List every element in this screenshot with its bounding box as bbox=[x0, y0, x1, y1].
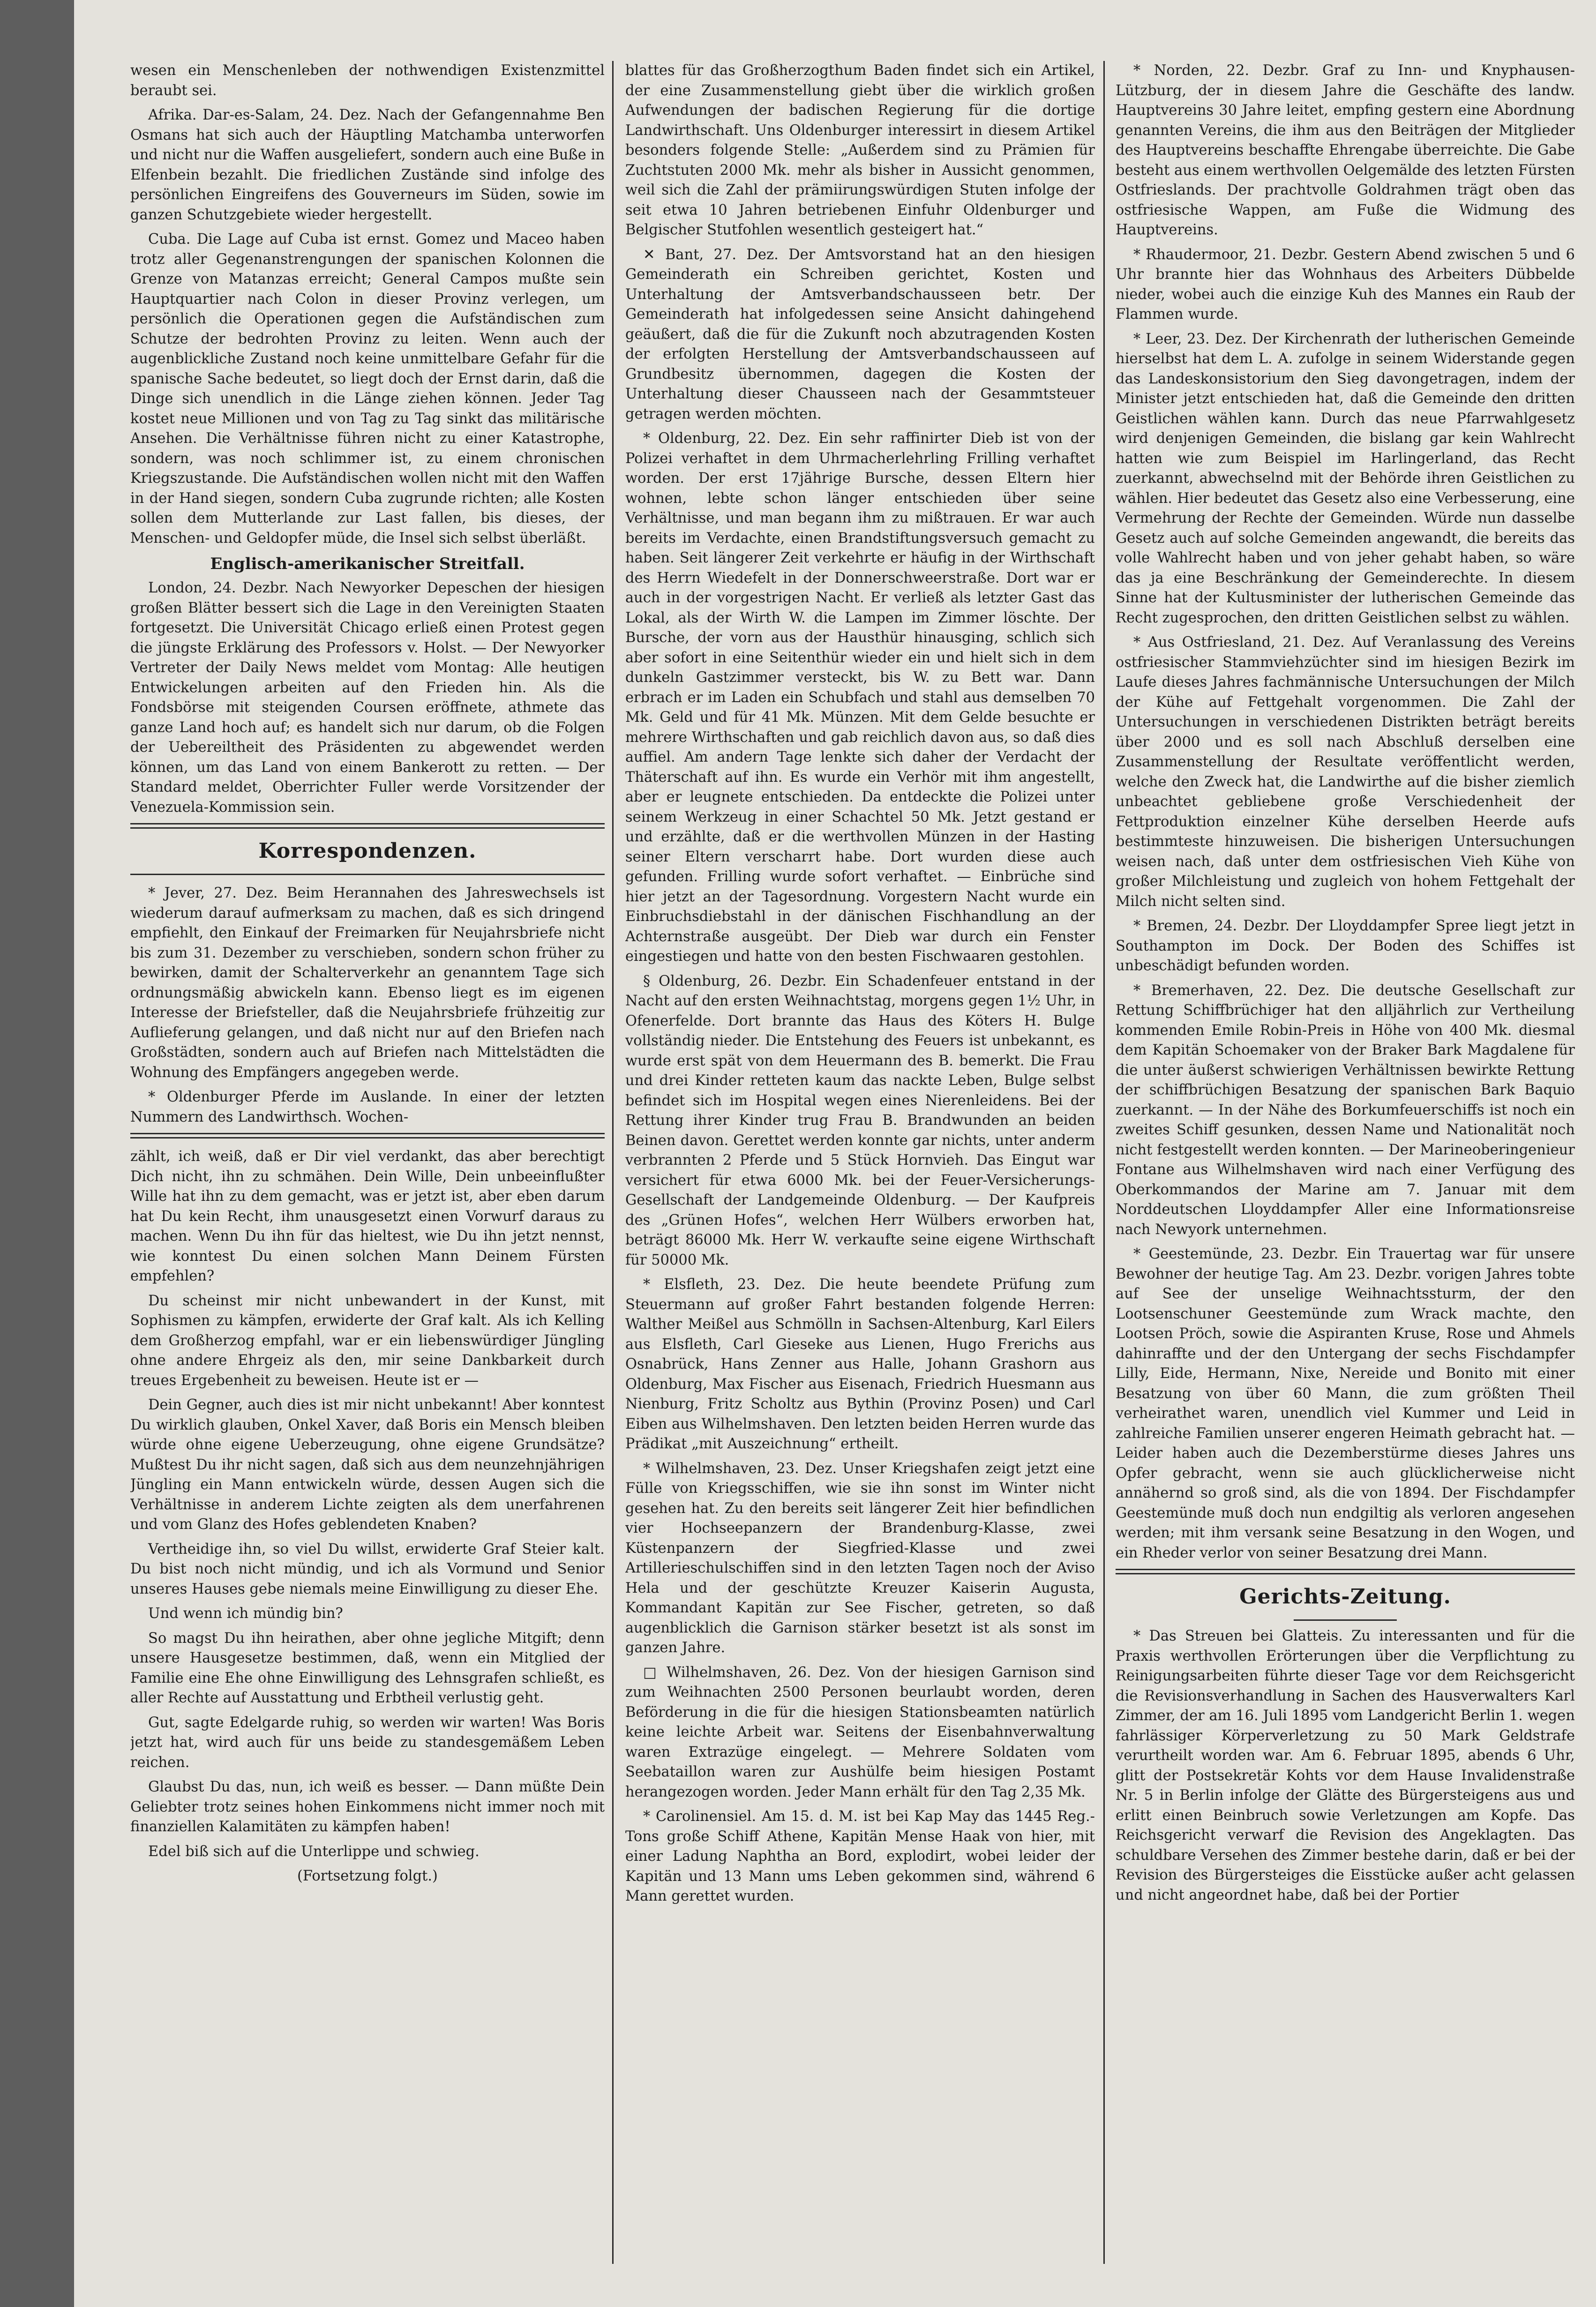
text-paragraph: Dein Gegner, auch dies ist mir nicht unbekannt! Aber konntest Du wirklich glauben, Onkel Xaver, daß Boris ein Mensch bleiben würde ohne eigene Ueberzeugung, ohne eigene Grundsätze? Mußtest Du ihr nicht sagen, daß sich aus dem neunzehnjährigen Jüngling ein Mann entwickeln würde, dessen Augen sich die Verhältnisse in anderem Lichte zeigten als dem unerfahrenen und vom Glanz des Hofes geblendeten Knaben? bbox=[130, 1397, 605, 1533]
text-paragraph: So magst Du ihn heirathen, aber ohne jegliche Mitgift; denn unsere Hausgesetze bestimmen, daß, wenn ein Mitglied der Familie eine Ehe ohne Einwilligung des Lehnsgrafen schließt, es aller Rechte auf Ausstattung und Erbtheil verlustig geht. bbox=[130, 1630, 605, 1706]
text-paragraph: * Geestemünde, 23. Dezbr. Ein Trauertag war für unsere Bewohner der heutige Tag. Am 23. Dezbr. vorigen Jahres tobte auf See der unselige Weihnachtssturm, der den Lootsenschuner Geestemünde zum Wrack machte, den Lootsen Pröch, sowie die Aspiranten Kruse, Rose und Ahmels dahinraffte und der den Untergang der sechs Fischdampfer Lilly, Eide, Hermann, Nixe, Nereide und Bonito mit einer Besatzung von über 60 Mann, die zum größten Theil verheirathet waren, unendlich viel Kummer und Leid in zahlreiche Familien unserer engeren Heimath gebracht hat. — Leider haben auch die Dezemberstürme dieses Jahres uns Opfer gebracht, wenn sie auch glücklicherweise nicht annähernd so groß sind, als die von 1894. Der Fischdampfer Geestemünde muß doch nun endgiltig als verloren angesehen werden; mit ihm versank seine Besatzung in den Wogen, und ein Rheder verlor von seiner Besatzung drei Mann. bbox=[1116, 1246, 1575, 1561]
text-paragraph: London, 24. Dezbr. Nach Newyorker Depeschen der hiesigen großen Blätter bessert sich die Lage in den Vereinigten Staaten fortgesetzt. Die Universität Chicago erließ einen Protest gegen die jüngste Erklärung des Professors v. Holst. — Der Newyorker Vertreter der Daily News meldet vom Montag: Alle heutigen Entwickelungen arbeiten auf den Frieden hin. Als die Fondsbörse mit steigenden Coursen eröffnete, athmete das ganze Land hoch auf; es handelt sich nur darum, ob die Folgen der Uebereiltheit des Präsidenten zu abgewendet werden können, um das Land von einem Bankerott zu retten. — Der Standard meldet, Oberrichter Fuller werde Vorsitzender der Venezuela-Kommission sein. bbox=[130, 580, 605, 816]
text-paragraph: Und wenn ich mündig bin? bbox=[148, 1605, 343, 1622]
section-divider bbox=[130, 823, 605, 829]
text-paragraph: * Elsfleth, 23. Dez. Die heute beendete Prüfung zum Steuermann auf großer Fahrt bestanden folgende Herren: Walther Meißel aus Schmölln in Sachsen-Altenburg, Karl Eilers aus Elsfleth, Carl Gieseke aus Lienen, Hugo Frerichs aus Osnabrück, Hans Zenner aus Halle, Johann Grashorn aus Oldenburg, Max Fischer aus Eisenach, Friedrich Huesmann aus Nienburg, Fritz Scholtz aus Bythin (Provinz Posen) und Carl Eiben aus Wilhelmshaven. Den letzten beiden Herren wurde das Prädikat „mit Auszeichnung“ ertheilt. bbox=[625, 1276, 1095, 1452]
column-rule-2 bbox=[1103, 61, 1105, 2264]
column-1 bbox=[130, 61, 605, 1891]
continuation-note: (Fortsetzung folgt.) bbox=[297, 1868, 438, 1884]
text-paragraph: * Oldenburg, 22. Dez. Ein sehr raffinirter Dieb ist von der Polizei verhaftet in dem Uhrmacherlehrling Frilling verhaftet worden. Der erst 17jährige Bursche, dessen Eltern hier wohnen, lebte schon länger entschieden über seine Verhältnisse, und man begann ihm zu mißtrauen. Er war auch bereits im Verdachte, einen Brandstiftungsversuch gemacht zu haben. Seit längerer Zeit verkehrte er häufig in der Wirthschaft des Herrn Wiedefelt in der Donnerschweerstraße. Dort war er auch in der vorgestrigen Nacht. Er verließ als letzter Gast das Lokal, als der Wirth W. die Lampen im Zimmer löschte. Der Bursche, der vorn aus der Hausthür hinausging, schlich sich aber sofort in eine Seitenthür wieder ein und hielt sich in dem dunkeln Gastzimmer versteckt, bis W. zu Bett war. Dann erbrach er im Laden ein Schubfach und stahl aus demselben 70 Mk. Geld und für 41 Mk. Münzen. Mit dem Gelde besuchte er mehrere Wirthschaften und gab reichlich davon aus, so daß dies auffiel. Am andern Tage lenkte sich daher der Verdacht der Thäterschaft auf ihn. Es wurde ein Verhör mit ihm angestellt, aber er leugnete entschieden. Da entdeckte die Polizei unter seinem Werkzeug in einer Schachtel 50 Mk. Jetzt gestand er und erzählte, daß er die werthvollen Münzen in der Hasting seiner Eltern verscharrt habe. Dort wurden diese auch gefunden. Frilling wurde sofort verhaftet. — Einbrüche sind hier jetzt an der Tagesordnung. Vorgestern Nacht wurde ein Einbruchsdiebstahl in der dänischen Fischhandlung an der Achternstraße ausgeübt. Der Dieb war durch ein Fenster eingestiegen und hatte von den besten Fischwaaren gestohlen. bbox=[625, 430, 1095, 965]
text-paragraph: * Carolinensiel. Am 15. d. M. ist bei Kap May das 1445 Reg.-Tons große Schiff Athene, Kapitän Mense Haak von hier, mit einer Ladung Naphtha an Bord, explodirt, wobei leider der Kapitän und 13 Mann ums Leben gekommen sind, während 6 Mann gerettet wurden. bbox=[625, 1808, 1095, 1904]
text-paragraph: § Oldenburg, 26. Dezbr. Ein Schadenfeuer entstand in der Nacht auf den ersten Weihnachtstag, morgens gegen 1½ Uhr, in Ofenerfelde. Dort brannte das Haus des Köters H. Bulge vollständig nieder. Die Entstehung des Feuers ist unbekannt, es wurde erst spät von dem Heuermann des B. bemerkt. Die Frau und drei Kinder retteten kaum das nackte Leben, Bulge selbst befindet sich im Hospital wegen eines Nierenleidens. Bei der Rettung ihrer Kinder trug Frau B. Brandwunden an beiden Beinen davon. Gerettet werden konnte gar nichts, unter anderm verbrannten 2 Pferde und 5 Stück Hornvieh. Das Eingut war versichert für etwa 6000 Mk. bei der Feuer-Versicherungs-Gesellschaft der Landgemeinde Oldenburg. — Der Kaufpreis des „Grünen Hofes“, welchen Herr Wülbers erworben hat, beträgt 86000 Mk. Herr W. verkaufte seine eigene Wirthschaft für 50000 Mk. bbox=[625, 973, 1095, 1268]
section-heading: Englisch-amerikanischer Streitfall. bbox=[210, 554, 525, 573]
text-paragraph: Vertheidige ihn, so viel Du willst, erwiderte Graf Steier kalt. Du bist noch nicht mündig, und ich als Vormund und Senior unseres Hauses gebe niemals meine Einwilligung zu dieser Ehe. bbox=[130, 1541, 605, 1597]
column-rule-1 bbox=[612, 61, 614, 2264]
text-paragraph: Gut, sagte Edelgarde ruhig, so werden wir warten! Was Boris jetzt hat, wird auch für uns beide zu standesgemäßem Leben reichen. bbox=[130, 1714, 605, 1771]
text-paragraph: * Das Streuen bei Glatteis. Zu interessanten und für die Praxis werthvollen Erörterungen über die Verpflichtung zu Reinigungsarbeiten führte dieser Tage vor dem Reichsgericht die Revisionsverhandlung in Sachen des Hausverwalters Karl Zimmer, der am 16. Juli 1895 vom Landgericht Berlin 1. wegen fahrlässiger Körperverletzung zu 50 Mark Geldstrafe verurtheilt worden war. Am 6. Februar 1895, abends 6 Uhr, glitt der Postsekretär Kohts vor dem Hause Invalidenstraße Nr. 5 in Berlin infolge der Glätte des Bürgersteigens aus und erlitt einen Beinbruch sowie Verletzungen am Kopfe. Das Reichsgericht verwarf die Revision des Angeklagten. Das schuldbare Versehen des Zimmer bestehe darin, daß er bei der Revision des Bürgersteiges die Eisstücke außer acht gelassen und nicht angeordnet habe, daß bei der Portier bbox=[1116, 1628, 1575, 1903]
heading-rule bbox=[1294, 1619, 1397, 1621]
section-divider bbox=[1116, 1569, 1575, 1574]
text-paragraph: * Jever, 27. Dez. Beim Herannahen des Jahreswechsels ist wiederum darauf aufmerksam zu machen, daß es sich dringend empfiehlt, den Einkauf der Freimarken für Neujahrsbriefe nicht bis zum 31. Dezember zu verschieben, sondern schon früher zu bewirken, damit der Schalterverkehr an genanntem Tage sich ordnungsmäßig abwickeln kann. Ebenso liegt es im eigenen Interesse der Briefsteller, daß die Neujahrsbriefe frühzeitig zur Auflieferung gelangen, und daß nicht nur auf den Briefen nach Großstädten, sondern auch auf Briefen nach Mittelstädten die Wohnung des Empfängers angegeben werde. bbox=[130, 885, 605, 1081]
text-paragraph: * Aus Ostfriesland, 21. Dez. Auf Veranlassung des Vereins ostfriesischer Stammviehzüchter sind im hiesigen Bezirk im Laufe dieses Jahres fachmännische Untersuchungen der Milch der Kühe auf Fettgehalt vorgenommen. Die Zahl der Untersuchungen in verschiedenen Distrikten beträgt bereits über 2000 und es soll nach Abschluß derselben eine Zusammenstellung der Resultate veröffentlicht werden, welche den Zweck hat, die Landwirthe auf die bisher ziemlich unbeachtet gebliebene große Verschiedenheit der Fettproduktion einzelner Kühe derselben Heerde aufs bestimmteste hinzuweisen. Die bisherigen Untersuchungen weisen nach, daß unter dem ostfriesischen Vieh Kühe von großer Milchleistung und zugleich von hohem Fettgehalt der Milch nicht selten sind. bbox=[1116, 634, 1575, 910]
text-paragraph: Du scheinst mir nicht unbewandert in der Kunst, mit Sophismen zu kämpfen, erwiderte der Graf kalt. Als ich Kelling dem Großherzog empfahl, war er ein liebenswürdiger Jüngling ohne andere Ehrgeiz als den, mir seine Dankbarkeit durch treues Ergebenheit zu beweisen. Heute ist er — bbox=[130, 1292, 605, 1389]
text-paragraph: ✕ Bant, 27. Dez. Der Amtsvorstand hat an den hiesigen Gemeinderath ein Schreiben gerichtet, Kosten und Unterhaltung der Amtsverbandschausseen betr. Der Gemeinderath hat infolgedessen seine Ansicht dahingehend geäußert, daß die für die Zukunft noch abzutragenden Kosten der erfolgten Herstellung der Amtsverbandschausseen auf Grundbesitz übernommen, dagegen die Kosten der Unterhaltung dieser Chausseen nach der Gesammtsteuer getragen werden möchten. bbox=[625, 246, 1095, 422]
text-paragraph: * Leer, 23. Dez. Der Kirchenrath der lutherischen Gemeinde hierselbst hat dem L. A. zufolge in seinem Widerstande gegen das Landeskonsistorium den Sieg davongetragen, indem der Minister jetzt entschieden hat, daß die Gemeinde den dritten Geistlichen wählen kann. Durch das neue Pfarrwahlgesetz wird denjenigen Gemeinden, die bislang gar kein Wahlrecht hatten wie zum Beispiel im Harlingerland, das Recht zuerkannt, abwechselnd mit der Behörde ihren Geistlichen zu wählen. Hier bedeutet das Gesetz also eine Verbesserung, eine Vermehrung der Rechte der Gemeinden. Würde nun dasselbe Gesetz auch auf solche Gemeinden angewandt, die bereits das volle Wahlrecht haben und von jeher gehabt haben, so wäre das ja eine Beschränkung der Gemeinderechte. In diesem Sinne hat der Kultusminister der lutherischen Gemeinde das Recht zugesprochen, den dritten Geistlichen selbst zu wählen. bbox=[1116, 330, 1575, 626]
text-paragraph: zählt, ich weiß, daß er Dir viel verdankt, das aber berechtigt Dich nicht, ihn zu schmähen. Dein Wille, Dein unbeeinflußter Wille hat ihn zu dem gemacht, was er jetzt ist, aber eben darum hat Du kein Recht, ihm unausgesetzt einen Vorwurf daraus zu machen. Wenn Du ihn für das hieltest, wie Du ihn jetzt nennst, wie konntest Du einen solchen Mann Deinem Fürsten empfehlen? bbox=[130, 1148, 605, 1284]
section-heading: Korrespondenzen. bbox=[258, 839, 477, 863]
text-paragraph: Edel biß sich auf die Unterlippe und schwieg. bbox=[148, 1843, 480, 1860]
feuilleton-divider bbox=[130, 1133, 605, 1139]
column-3 bbox=[1116, 61, 1575, 1910]
newspaper-page bbox=[74, 0, 1596, 2307]
text-paragraph: blattes für das Großherzogthum Baden findet sich ein Artikel, der eine Zusammenstellung giebt über die wirklich großen Aufwendungen der badischen Regierung für die dortige Landwirthschaft. Uns Oldenburger interessirt in diesem Artikel besonders folgende Stelle: „Außerdem sind zu Prämien für Zuchtstuten 2000 Mk. mehr als bisher in Aussicht genommen, weil sich die Zahl der prämiirungswürdigen Stuten infolge der seit etwa 10 Jahren betriebenen Einfuhr Oldenburger und Belgischer Stutfohlen wesentlich gesteigert hat.“ bbox=[625, 62, 1095, 238]
text-paragraph: * Rhaudermoor, 21. Dezbr. Gestern Abend zwischen 5 und 6 Uhr brannte hier das Wohnhaus des Arbeiters Dübbelde nieder, wobei auch die einzige Kuh des Mannes ein Raub der Flammen wurde. bbox=[1116, 246, 1575, 322]
text-paragraph: * Norden, 22. Dezbr. Graf zu Inn- und Knyphausen-Lützburg, der in diesem Jahre die Geschäfte des landw. Hauptvereins 30 Jahre leitet, empfing gestern eine Abordnung genannten Vereins, die ihm aus den Beiträgen der Mitglieder des Hauptvereins beschaffte Ehrengabe überreichte. Die Gabe besteht aus einem werthvollen Oelgemälde des letzten Fürsten Ostfrieslands. Der prachtvolle Goldrahmen trägt oben das ostfriesische Wappen, am Fuße die Widmung des Hauptvereins. bbox=[1116, 62, 1575, 238]
text-paragraph: * Oldenburger Pferde im Auslande. In einer der letzten Nummern des Landwirthsch. Wochen- bbox=[130, 1089, 605, 1125]
heading-rule bbox=[130, 874, 605, 875]
text-paragraph: Glaubst Du das, nun, ich weiß es besser. — Dann müßte Dein Geliebter trotz seines hohen Einkommens nicht immer noch mit finanziellen Kalamitäten zu kämpfen haben! bbox=[130, 1779, 605, 1835]
text-paragraph: * Wilhelmshaven, 23. Dez. Unser Kriegshafen zeigt jetzt eine Fülle von Kriegsschiffen, wie sie ihn sonst im Winter nicht gesehen hat. Zu den bereits seit längerer Zeit hier befindlichen vier Hochseepanzern der Brandenburg-Klasse, zwei Küstenpanzern der Siegfried-Klasse und zwei Artillerieschulschiffen sind in den letzten Tagen noch der Aviso Hela und der geschützte Kreuzer Kaiserin Augusta, Kommandant Kapitän zur See Fischer, getreten, so daß augenblicklich die Garnison stärker besetzt ist als sonst im ganzen Jahre. bbox=[625, 1460, 1095, 1656]
text-paragraph: Cuba. Die Lage auf Cuba ist ernst. Gomez und Maceo haben trotz aller Gegenanstrengungen der spanischen Kolonnen die Grenze von Matanzas erreicht; General Campos mußte sein Hauptquartier nach Colon in dieser Provinz verlegen, um persönlich die Operationen gegen die Aufständischen zum Schutze der bedrohten Provinz zu leiten. Wenn auch der augenblickliche Zustand noch keine unmittelbare Gefahr für die spanische Sache bedeutet, so liegt doch der Ernst darin, daß die Dinge sich unendlich in die Länge ziehen können. Jeder Tag kostet neue Millionen und von Tag zu Tag sinkt das militärische Ansehen. Die Verhältnisse führen nicht zu einer Katastrophe, sondern, was noch schlimmer ist, zu einem chronischen Kriegszustande. Die Aufständischen wollen nicht mit den Waffen in der Hand siegen, sondern Cuba zugrunde richten; alle Kosten sollen dem Mutterlande zur Last fallen, bis dieses, der Menschen- und Geldopfer müde, die Insel sich selbst überläßt. bbox=[130, 231, 605, 547]
text-paragraph: wesen ein Menschenleben der nothwendigen Existenzmittel beraubt sei. bbox=[130, 62, 605, 99]
section-heading: Gerichts-Zeitung. bbox=[1239, 1585, 1451, 1609]
text-paragraph: * Bremerhaven, 22. Dez. Die deutsche Gesellschaft zur Rettung Schiffbrüchiger hat den alljährlich zur Vertheilung kommenden Emile Robin-Preis in Höhe von 400 Mk. diesmal dem Kapitän Schoemaker von der Braker Bark Magdalene für die unter äußerst schwierigen Verhältnissen bewirkte Rettung der schiffbrüchigen Besatzung der spanischen Bark Baquio zuerkannt. — In der Nähe des Borkumfeuerschiffs ist noch ein zweites Schiff gesunken, dessen Name und Nationalität noch nicht festgestellt werden konnten. — Der Marineoberingenieur Fontane aus Wilhelmshaven wird nach einer Verfügung des Oberkommandos der Marine am 7. Januar mit dem Norddeutschen Lloyddampfer Aller eine Informationsreise nach Newyork unternehmen. bbox=[1116, 982, 1575, 1238]
column-2 bbox=[625, 61, 1095, 1911]
text-paragraph: * Bremen, 24. Dezbr. Der Lloyddampfer Spree liegt jetzt in Southampton im Dock. Der Boden des Schiffes ist unbeschädigt befunden worden. bbox=[1116, 918, 1575, 974]
text-paragraph: Afrika. Dar-es-Salam, 24. Dez. Nach der Gefangennahme Ben Osmans hat sich auch der Häuptling Matchamba unterworfen und nicht nur die Waffen ausgeliefert, sondern auch eine Buße in Elfenbein bezahlt. Die friedlichen Zustände sind infolge des persönlichen Eingreifens des Gouverneurs im Süden, sowie im ganzen Schutzgebiete wieder hergestellt. bbox=[130, 107, 605, 223]
text-paragraph: □ Wilhelmshaven, 26. Dez. Von der hiesigen Garnison sind zum Weihnachten 2500 Personen beurlaubt worden, deren Beförderung in die für die hiesigen Stationsbeamten natürlich keine leichte Arbeit war. Seitens der Eisenbahnverwaltung waren Extrazüge eingelegt. — Mehrere Soldaten vom Seebataillon waren zur Aushülfe beim hiesigen Postamt herangezogen worden. Jeder Mann erhält für den Tag 2,35 Mk. bbox=[625, 1664, 1095, 1800]
